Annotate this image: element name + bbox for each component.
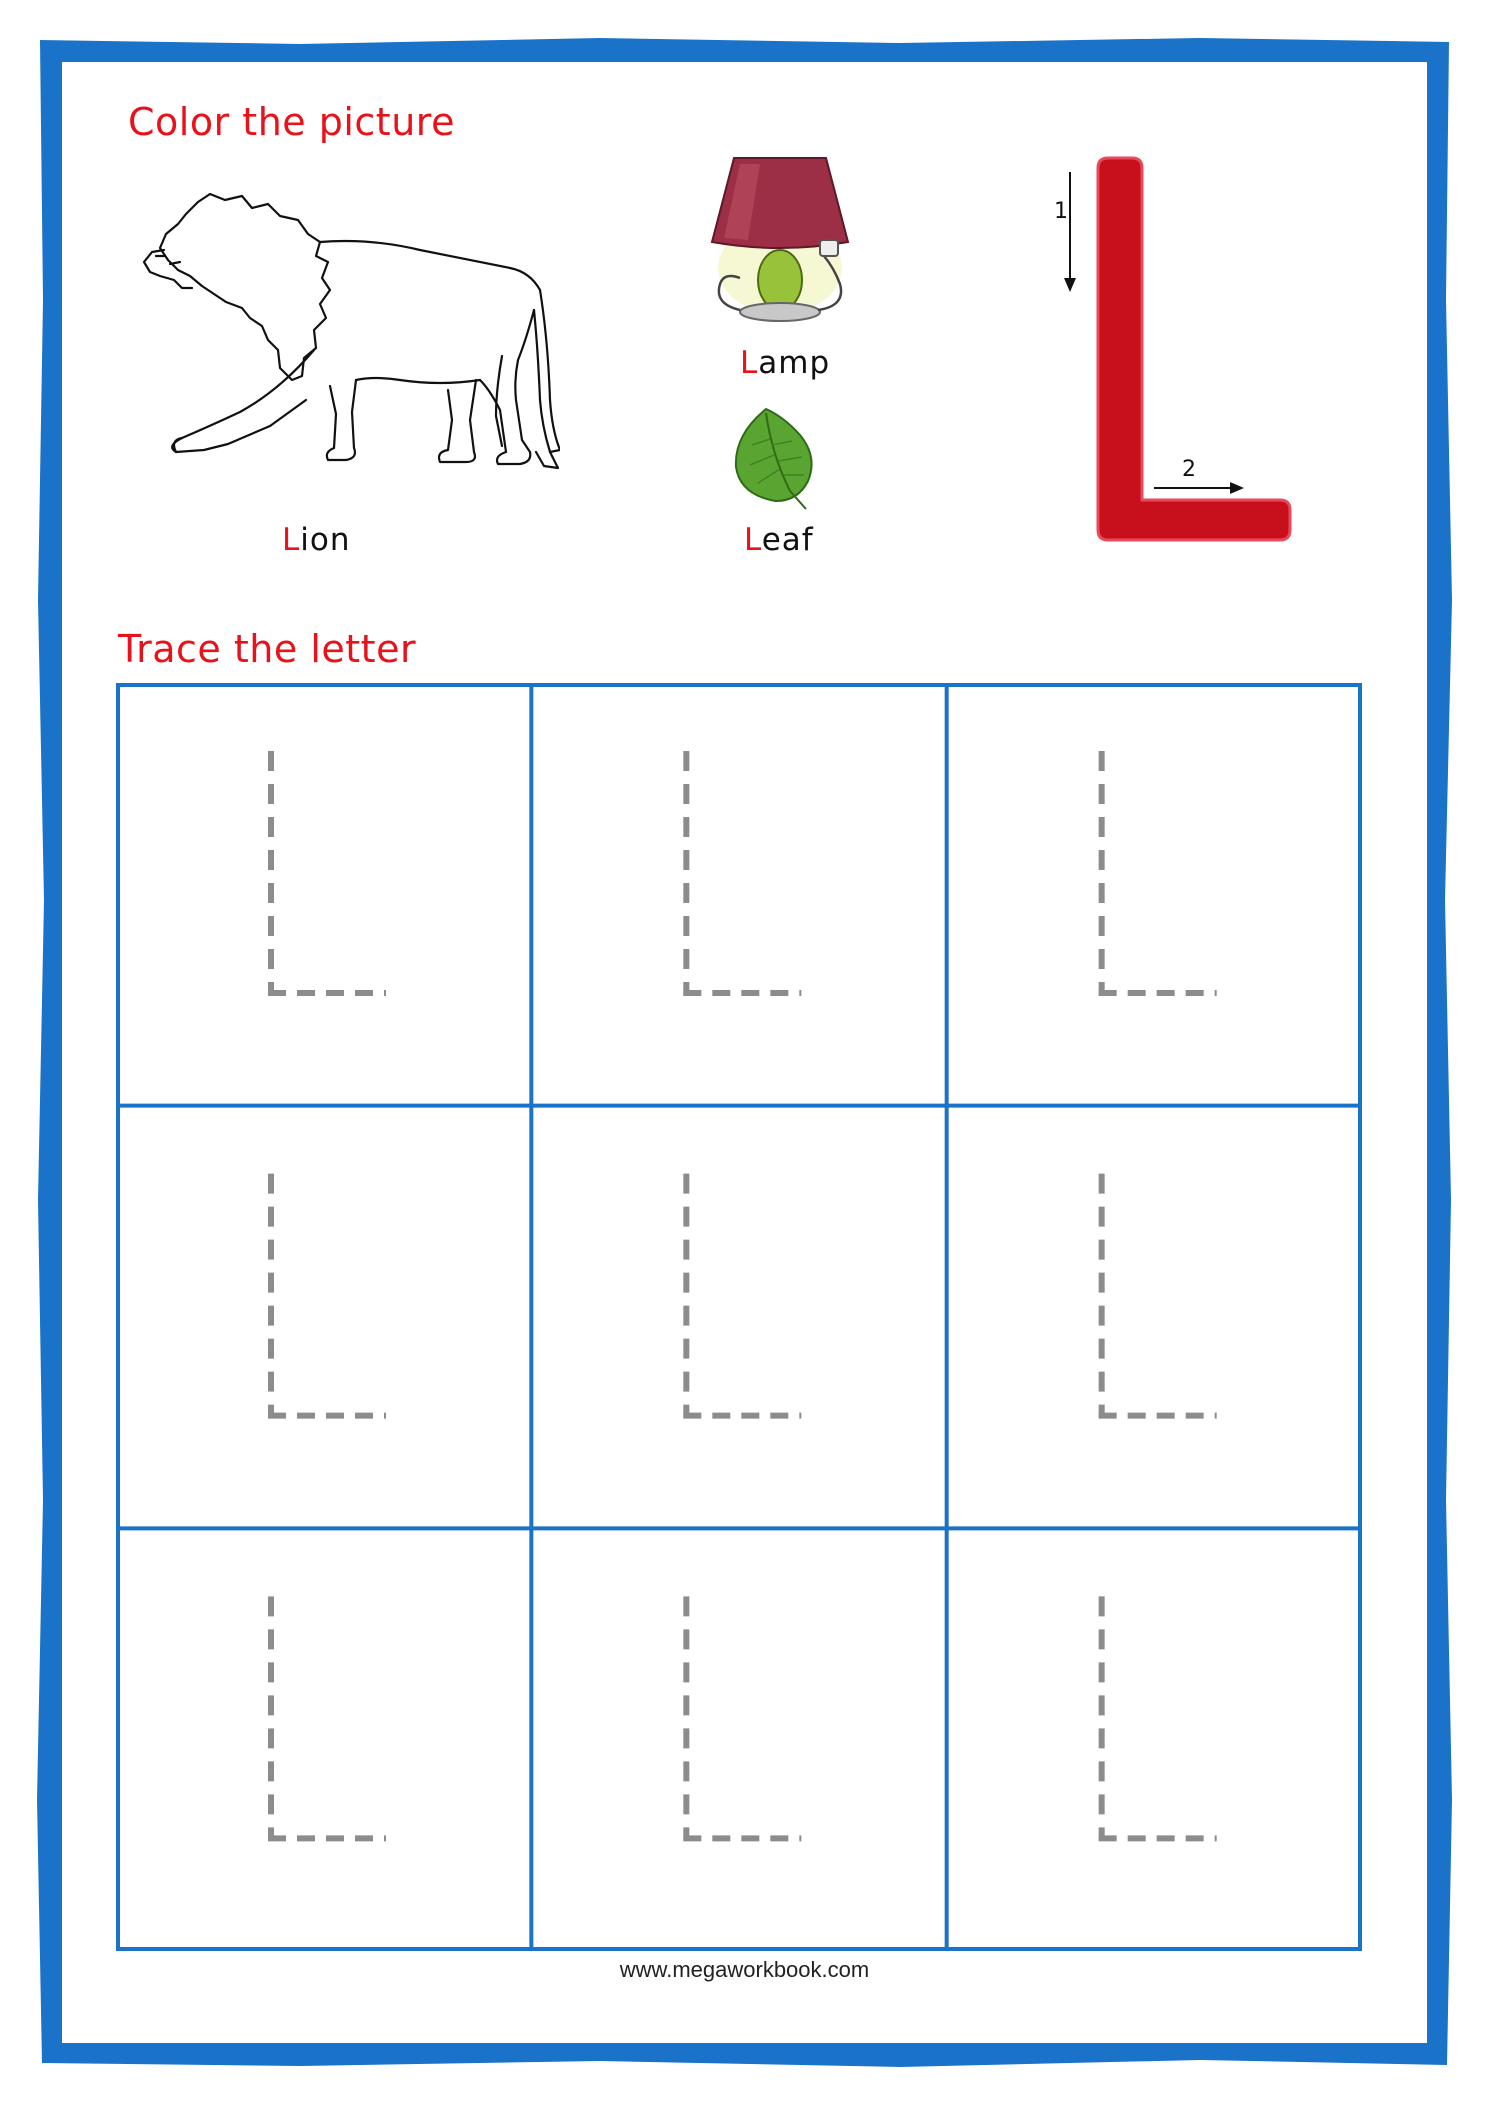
word-leaf-rest: eaf (761, 522, 814, 558)
trace-cell[interactable] (268, 1596, 386, 1840)
word-leaf-first-letter: L (744, 522, 762, 558)
trace-cell[interactable] (1099, 751, 1217, 995)
trace-cell[interactable] (268, 1174, 386, 1418)
trace-cell[interactable] (1099, 1174, 1217, 1418)
trace-cell[interactable] (1099, 1596, 1217, 1840)
word-lion (282, 522, 351, 558)
tracing-grid (116, 683, 1362, 1951)
letter-l-stroke-guide (1040, 150, 1340, 560)
lamp-plug (820, 240, 838, 256)
lamp-illustration (700, 150, 860, 325)
word-leaf (744, 522, 814, 558)
word-lamp-rest: amp (758, 345, 831, 381)
word-lion-rest: ion (300, 522, 351, 558)
color-the-picture-heading: Color the picture (128, 100, 455, 144)
word-lamp (740, 345, 830, 381)
trace-cell[interactable] (268, 751, 386, 995)
big-letter-l (1098, 158, 1290, 540)
grid-outer-border (118, 685, 1360, 1949)
word-lamp-first-letter: L (740, 345, 759, 381)
trace-the-letter-heading: Trace the letter (118, 627, 417, 671)
lamp-base-body (758, 250, 802, 310)
word-lion-first-letter: L (282, 522, 301, 558)
trace-cell[interactable] (683, 751, 801, 995)
trace-cell[interactable] (683, 1596, 801, 1840)
stroke-2-number: 2 (1182, 457, 1196, 482)
leaf-illustration (728, 405, 828, 515)
trace-cell[interactable] (683, 1174, 801, 1418)
footer-website: www.megaworkbook.com (619, 1957, 870, 1982)
stroke-2-arrow-head (1230, 482, 1244, 494)
stroke-1-number: 1 (1054, 199, 1068, 224)
lamp-base-foot (740, 303, 820, 321)
stroke-1-arrow-head (1064, 278, 1076, 292)
lion-illustration (130, 190, 560, 490)
